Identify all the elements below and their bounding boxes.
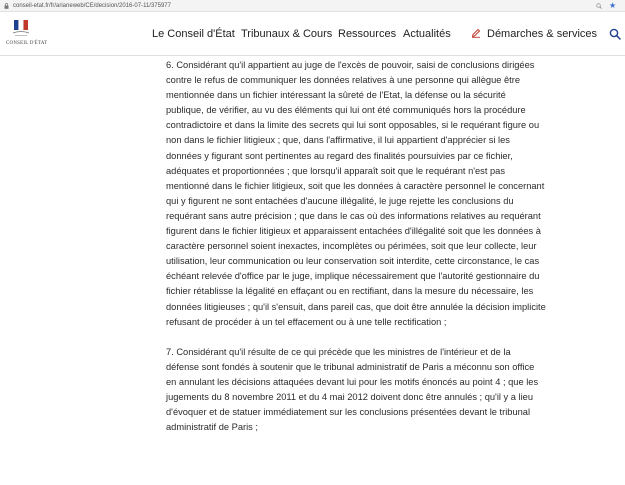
pen-icon <box>471 28 481 38</box>
nav-demarches-label: Démarches & services <box>487 28 598 40</box>
bookmark-star-icon[interactable]: ★ <box>609 1 617 10</box>
nav-ressources[interactable]: Ressources <box>338 28 397 40</box>
lock-icon <box>4 3 9 9</box>
logo-text: CONSEIL D'ÉTAT <box>6 41 48 46</box>
nav-conseil-etat[interactable]: Le Conseil d'État <box>152 28 235 40</box>
browser-address-bar[interactable] <box>0 0 625 12</box>
zoom-icon[interactable] <box>596 3 602 9</box>
search-icon[interactable] <box>609 28 621 40</box>
nav-demarches-services[interactable] <box>471 12 597 56</box>
decision-text <box>166 58 546 450</box>
nav-actualites[interactable]: Actualités <box>403 28 451 40</box>
site-header <box>0 12 625 56</box>
decision-paragraph-6: 6. Considérant qu'il appartient au juge de l'excès de pouvoir, saisi de conclusions dirigées contre le refus de communiquer les données relatives à une personne qui allègue être mentionnée dans un fichier intéressant la sûreté de l'Etat, la défense ou la sécurité publique, de vérifier, au vu des éléments qui lui ont été communiqués hors la procédure contradictoire et dans la limite des secrets qui lui sont opposables, si le requérant figure ou non dans le fichier litigieux ; que, dans l'affirmative, il lui appartient d'apprécier si les données y figurant sont pertinentes au regard des finalités poursuivies par ce fichier, adéquates et proportionnées ; que lorsqu'il apparaît soit que le requérant n'est pas mentionné dans le fichier litigieux, soit que les données à caractère personnel le concernant qui y figurent ne sont entachées d'aucune illégalité, le juge rejette les conclusions du requérant sans autre précision ; que dans le cas où des informations relatives au requérant figurent dans le fichier litigieux et apparaissent entachées d'illégalité soit que les données à caractère personnel soient inexactes, incomplètes ou périmées, soit que leur collecte, leur utilisation, leur communication ou leur conservation soit interdite, cette circonstance, le cas échéant relevée d'office par le juge, implique nécessairement que l'autorité gestionnaire du fichier rétablisse la légalité en effaçant ou en rectifiant, dans la mesure du nécessaire, les données litigieuses ; qu'il s'ensuit, dans pareil cas, que doit être annulée la décision implicite refusant de procéder à un tel effacement ou à une telle rectification ; <box>166 60 546 327</box>
decision-paragraph-7: 7. Considérant qu'il résulte de ce qui précède que les ministres de l'intérieur et de la défense sont fondés à soutenir que le tribunal administratif de Paris a méconnu son office en annulant les décisions attaquées devant lui pour les motifs énoncés au point 4 ; que les jugements du 8 novembre 2011 et du 4 mai 2012 doivent donc être annulés ; qu'il y a lieu d'évoquer et de statuer immédiatement sur les conclusions présentées devant le tribunal administratif de Paris ; <box>166 346 539 433</box>
nav-tribunaux-cours[interactable]: Tribunaux & Cours <box>241 28 333 40</box>
marianne-emblem-icon <box>12 19 30 37</box>
url-text[interactable]: conseil-etat.fr/fr/arianeweb/CE/decision/2016-07-11/375977 <box>13 3 171 9</box>
site-logo[interactable] <box>6 19 48 49</box>
